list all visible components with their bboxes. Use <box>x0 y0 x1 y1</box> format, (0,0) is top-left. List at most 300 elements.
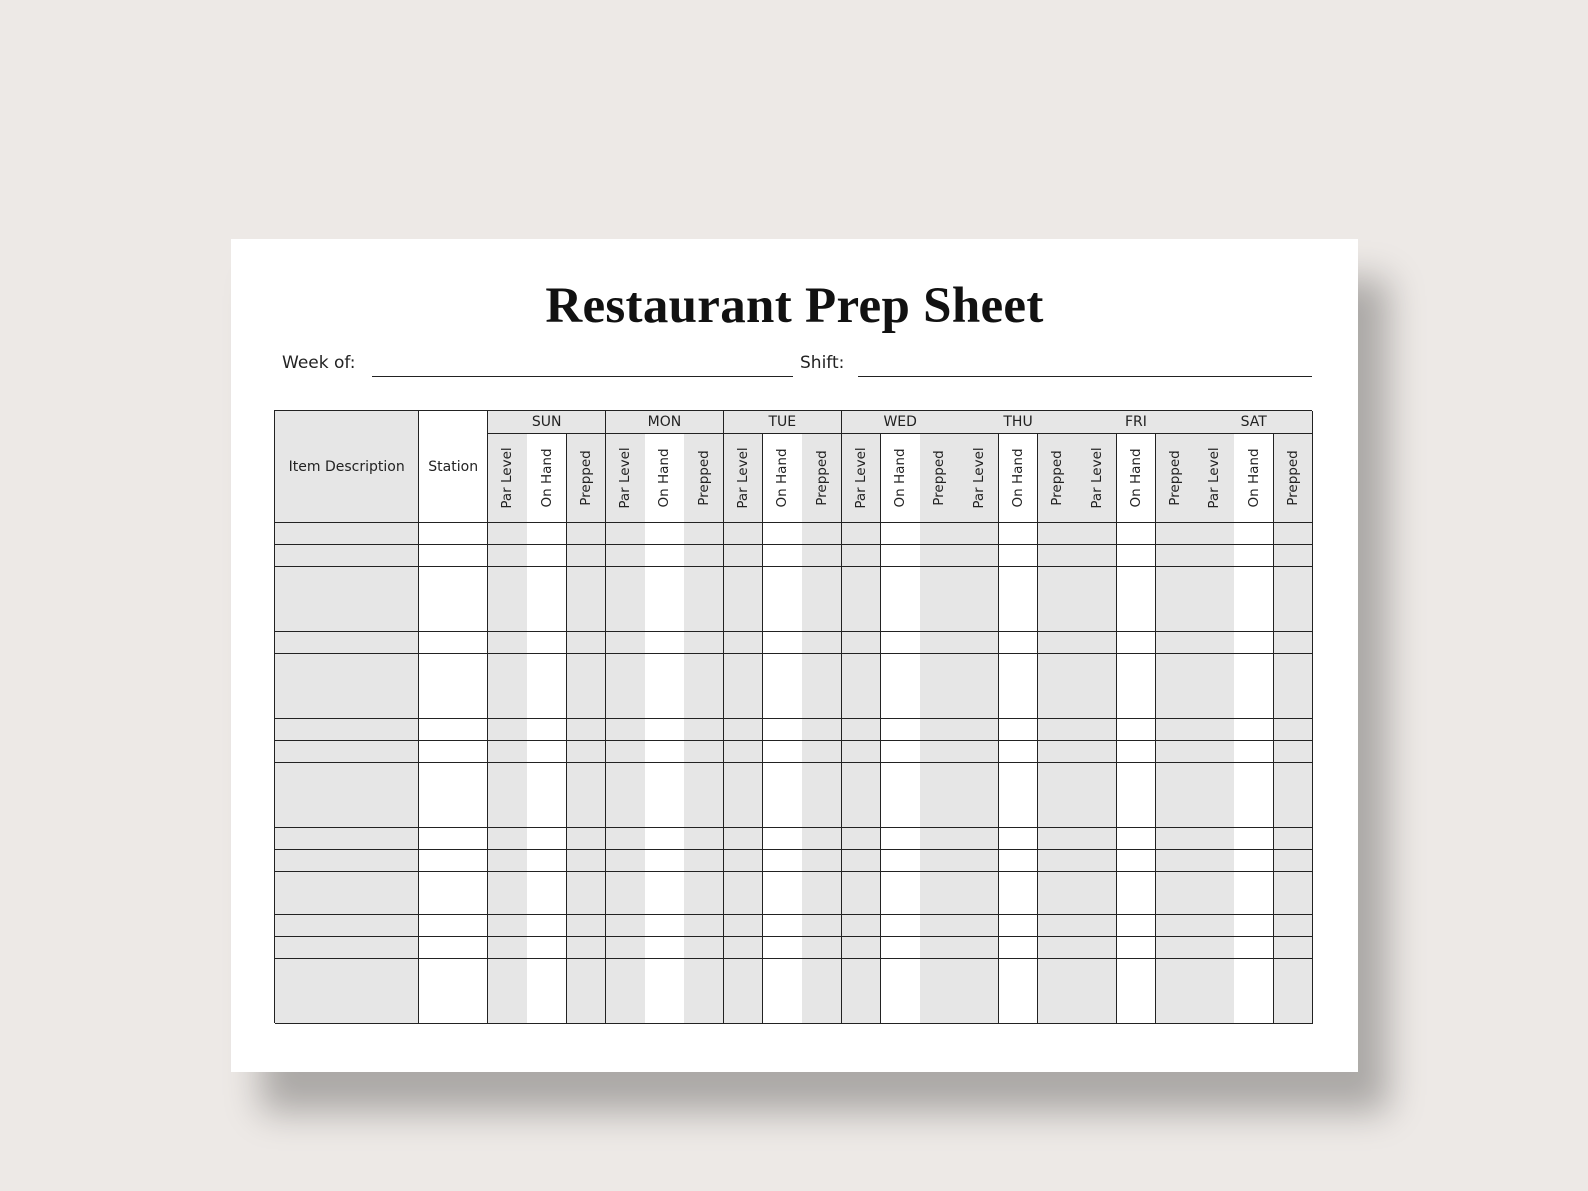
entry-cell[interactable] <box>959 741 999 763</box>
entry-cell[interactable] <box>1038 1002 1078 1024</box>
entry-cell[interactable] <box>842 719 882 741</box>
entry-cell[interactable] <box>1195 806 1235 828</box>
entry-cell[interactable] <box>724 937 764 959</box>
entry-cell[interactable] <box>488 741 528 763</box>
entry-cell[interactable] <box>842 697 882 719</box>
entry-cell[interactable] <box>1156 850 1196 872</box>
entry-cell[interactable] <box>527 980 567 1002</box>
entry-cell[interactable] <box>606 784 646 806</box>
entry-cell[interactable] <box>606 893 646 915</box>
entry-cell[interactable] <box>999 697 1039 719</box>
entry-cell[interactable] <box>920 523 960 545</box>
entry-cell[interactable] <box>684 980 724 1002</box>
entry-cell[interactable] <box>527 828 567 850</box>
entry-cell[interactable] <box>1038 915 1078 937</box>
entry-cell[interactable] <box>1038 828 1078 850</box>
entry-cell[interactable] <box>1038 675 1078 697</box>
entry-cell[interactable] <box>802 654 842 676</box>
entry-cell[interactable] <box>999 567 1039 589</box>
entry-cell[interactable] <box>606 632 646 654</box>
entry-cell[interactable] <box>684 937 724 959</box>
entry-cell[interactable] <box>802 763 842 785</box>
entry-cell[interactable] <box>1274 828 1314 850</box>
entry-cell[interactable] <box>684 741 724 763</box>
entry-cell[interactable] <box>881 675 921 697</box>
entry-cell[interactable] <box>606 959 646 981</box>
entry-cell[interactable] <box>959 588 999 610</box>
entry-cell[interactable] <box>1274 872 1314 894</box>
entry-cell[interactable] <box>1274 784 1314 806</box>
entry-cell[interactable] <box>567 523 607 545</box>
entry-cell[interactable] <box>802 632 842 654</box>
entry-cell[interactable] <box>1077 719 1117 741</box>
entry-cell[interactable] <box>1274 741 1314 763</box>
entry-cell[interactable] <box>920 588 960 610</box>
entry-cell[interactable] <box>1117 828 1157 850</box>
entry-cell[interactable] <box>920 567 960 589</box>
station-cell[interactable] <box>419 567 488 589</box>
entry-cell[interactable] <box>488 697 528 719</box>
entry-cell[interactable] <box>959 959 999 981</box>
entry-cell[interactable] <box>842 937 882 959</box>
entry-cell[interactable] <box>763 719 803 741</box>
entry-cell[interactable] <box>1077 806 1117 828</box>
entry-cell[interactable] <box>488 850 528 872</box>
entry-cell[interactable] <box>763 959 803 981</box>
entry-cell[interactable] <box>488 937 528 959</box>
item-cell[interactable] <box>275 763 419 785</box>
entry-cell[interactable] <box>684 893 724 915</box>
entry-cell[interactable] <box>920 959 960 981</box>
entry-cell[interactable] <box>684 567 724 589</box>
station-cell[interactable] <box>419 784 488 806</box>
entry-cell[interactable] <box>724 806 764 828</box>
entry-cell[interactable] <box>881 632 921 654</box>
entry-cell[interactable] <box>920 675 960 697</box>
station-cell[interactable] <box>419 654 488 676</box>
entry-cell[interactable] <box>1038 632 1078 654</box>
entry-cell[interactable] <box>763 850 803 872</box>
entry-cell[interactable] <box>763 632 803 654</box>
entry-cell[interactable] <box>763 872 803 894</box>
entry-cell[interactable] <box>881 937 921 959</box>
entry-cell[interactable] <box>527 719 567 741</box>
entry-cell[interactable] <box>606 741 646 763</box>
entry-cell[interactable] <box>763 523 803 545</box>
entry-cell[interactable] <box>1274 763 1314 785</box>
entry-cell[interactable] <box>959 915 999 937</box>
entry-cell[interactable] <box>1234 610 1274 632</box>
entry-cell[interactable] <box>1038 893 1078 915</box>
entry-cell[interactable] <box>1077 980 1117 1002</box>
entry-cell[interactable] <box>763 784 803 806</box>
entry-cell[interactable] <box>1195 697 1235 719</box>
entry-cell[interactable] <box>567 719 607 741</box>
entry-cell[interactable] <box>1195 588 1235 610</box>
entry-cell[interactable] <box>724 850 764 872</box>
entry-cell[interactable] <box>1234 1002 1274 1024</box>
entry-cell[interactable] <box>881 654 921 676</box>
entry-cell[interactable] <box>724 959 764 981</box>
entry-cell[interactable] <box>763 893 803 915</box>
entry-cell[interactable] <box>684 872 724 894</box>
entry-cell[interactable] <box>842 741 882 763</box>
entry-cell[interactable] <box>1156 697 1196 719</box>
entry-cell[interactable] <box>1077 588 1117 610</box>
entry-cell[interactable] <box>1195 741 1235 763</box>
station-cell[interactable] <box>419 741 488 763</box>
entry-cell[interactable] <box>842 545 882 567</box>
entry-cell[interactable] <box>802 893 842 915</box>
entry-cell[interactable] <box>802 719 842 741</box>
entry-cell[interactable] <box>959 719 999 741</box>
entry-cell[interactable] <box>724 784 764 806</box>
entry-cell[interactable] <box>724 697 764 719</box>
entry-cell[interactable] <box>920 763 960 785</box>
entry-cell[interactable] <box>606 980 646 1002</box>
entry-cell[interactable] <box>1156 588 1196 610</box>
station-cell[interactable] <box>419 980 488 1002</box>
entry-cell[interactable] <box>1156 893 1196 915</box>
entry-cell[interactable] <box>881 850 921 872</box>
entry-cell[interactable] <box>1234 719 1274 741</box>
station-cell[interactable] <box>419 697 488 719</box>
entry-cell[interactable] <box>1038 980 1078 1002</box>
entry-cell[interactable] <box>1274 523 1314 545</box>
entry-cell[interactable] <box>606 567 646 589</box>
entry-cell[interactable] <box>606 523 646 545</box>
entry-cell[interactable] <box>527 545 567 567</box>
entry-cell[interactable] <box>959 980 999 1002</box>
entry-cell[interactable] <box>802 610 842 632</box>
entry-cell[interactable] <box>567 588 607 610</box>
entry-cell[interactable] <box>488 806 528 828</box>
entry-cell[interactable] <box>1195 828 1235 850</box>
entry-cell[interactable] <box>724 872 764 894</box>
entry-cell[interactable] <box>606 719 646 741</box>
entry-cell[interactable] <box>999 872 1039 894</box>
entry-cell[interactable] <box>724 763 764 785</box>
entry-cell[interactable] <box>1038 719 1078 741</box>
entry-cell[interactable] <box>488 980 528 1002</box>
entry-cell[interactable] <box>802 784 842 806</box>
entry-cell[interactable] <box>724 523 764 545</box>
entry-cell[interactable] <box>763 610 803 632</box>
entry-cell[interactable] <box>1195 893 1235 915</box>
entry-cell[interactable] <box>763 588 803 610</box>
entry-cell[interactable] <box>920 937 960 959</box>
entry-cell[interactable] <box>606 610 646 632</box>
entry-cell[interactable] <box>488 523 528 545</box>
entry-cell[interactable] <box>488 959 528 981</box>
entry-cell[interactable] <box>645 545 685 567</box>
entry-cell[interactable] <box>488 893 528 915</box>
item-cell[interactable] <box>275 937 419 959</box>
entry-cell[interactable] <box>999 610 1039 632</box>
entry-cell[interactable] <box>1038 937 1078 959</box>
entry-cell[interactable] <box>881 588 921 610</box>
entry-cell[interactable] <box>920 872 960 894</box>
entry-cell[interactable] <box>684 588 724 610</box>
entry-cell[interactable] <box>763 545 803 567</box>
entry-cell[interactable] <box>684 959 724 981</box>
entry-cell[interactable] <box>959 872 999 894</box>
entry-cell[interactable] <box>527 872 567 894</box>
entry-cell[interactable] <box>1234 806 1274 828</box>
entry-cell[interactable] <box>1038 654 1078 676</box>
entry-cell[interactable] <box>959 828 999 850</box>
item-cell[interactable] <box>275 784 419 806</box>
entry-cell[interactable] <box>645 850 685 872</box>
entry-cell[interactable] <box>842 806 882 828</box>
entry-cell[interactable] <box>842 784 882 806</box>
entry-cell[interactable] <box>1195 654 1235 676</box>
entry-cell[interactable] <box>881 980 921 1002</box>
entry-cell[interactable] <box>724 828 764 850</box>
entry-cell[interactable] <box>1117 610 1157 632</box>
entry-cell[interactable] <box>1038 850 1078 872</box>
item-cell[interactable] <box>275 872 419 894</box>
entry-cell[interactable] <box>488 828 528 850</box>
entry-cell[interactable] <box>842 654 882 676</box>
entry-cell[interactable] <box>920 828 960 850</box>
entry-cell[interactable] <box>1234 959 1274 981</box>
entry-cell[interactable] <box>959 523 999 545</box>
entry-cell[interactable] <box>920 632 960 654</box>
entry-cell[interactable] <box>999 523 1039 545</box>
entry-cell[interactable] <box>999 806 1039 828</box>
entry-cell[interactable] <box>763 828 803 850</box>
entry-cell[interactable] <box>1274 980 1314 1002</box>
entry-cell[interactable] <box>1117 697 1157 719</box>
station-cell[interactable] <box>419 850 488 872</box>
station-cell[interactable] <box>419 588 488 610</box>
entry-cell[interactable] <box>999 850 1039 872</box>
entry-cell[interactable] <box>1274 719 1314 741</box>
entry-cell[interactable] <box>645 806 685 828</box>
entry-cell[interactable] <box>1156 828 1196 850</box>
entry-cell[interactable] <box>645 697 685 719</box>
entry-cell[interactable] <box>1117 872 1157 894</box>
entry-cell[interactable] <box>842 610 882 632</box>
entry-cell[interactable] <box>645 959 685 981</box>
entry-cell[interactable] <box>842 763 882 785</box>
entry-cell[interactable] <box>959 545 999 567</box>
entry-cell[interactable] <box>1195 523 1235 545</box>
entry-cell[interactable] <box>999 632 1039 654</box>
entry-cell[interactable] <box>1156 610 1196 632</box>
entry-cell[interactable] <box>606 872 646 894</box>
entry-cell[interactable] <box>959 610 999 632</box>
entry-cell[interactable] <box>1156 545 1196 567</box>
entry-cell[interactable] <box>684 763 724 785</box>
entry-cell[interactable] <box>527 523 567 545</box>
station-cell[interactable] <box>419 675 488 697</box>
entry-cell[interactable] <box>802 872 842 894</box>
entry-cell[interactable] <box>724 545 764 567</box>
entry-cell[interactable] <box>1156 719 1196 741</box>
entry-cell[interactable] <box>567 872 607 894</box>
entry-cell[interactable] <box>606 697 646 719</box>
entry-cell[interactable] <box>802 937 842 959</box>
item-cell[interactable] <box>275 654 419 676</box>
entry-cell[interactable] <box>842 567 882 589</box>
entry-cell[interactable] <box>527 959 567 981</box>
entry-cell[interactable] <box>606 654 646 676</box>
entry-cell[interactable] <box>920 893 960 915</box>
entry-cell[interactable] <box>488 588 528 610</box>
week-of-field[interactable] <box>372 376 793 377</box>
entry-cell[interactable] <box>645 632 685 654</box>
entry-cell[interactable] <box>763 937 803 959</box>
entry-cell[interactable] <box>802 915 842 937</box>
item-cell[interactable] <box>275 545 419 567</box>
entry-cell[interactable] <box>1274 697 1314 719</box>
item-cell[interactable] <box>275 806 419 828</box>
entry-cell[interactable] <box>842 980 882 1002</box>
entry-cell[interactable] <box>1156 632 1196 654</box>
entry-cell[interactable] <box>1156 784 1196 806</box>
entry-cell[interactable] <box>920 697 960 719</box>
item-cell[interactable] <box>275 893 419 915</box>
entry-cell[interactable] <box>567 763 607 785</box>
entry-cell[interactable] <box>959 567 999 589</box>
entry-cell[interactable] <box>999 675 1039 697</box>
entry-cell[interactable] <box>527 675 567 697</box>
entry-cell[interactable] <box>527 806 567 828</box>
station-cell[interactable] <box>419 959 488 981</box>
entry-cell[interactable] <box>763 1002 803 1024</box>
entry-cell[interactable] <box>488 915 528 937</box>
entry-cell[interactable] <box>1234 632 1274 654</box>
entry-cell[interactable] <box>1077 567 1117 589</box>
entry-cell[interactable] <box>1274 850 1314 872</box>
entry-cell[interactable] <box>606 806 646 828</box>
entry-cell[interactable] <box>763 675 803 697</box>
entry-cell[interactable] <box>763 915 803 937</box>
entry-cell[interactable] <box>567 784 607 806</box>
entry-cell[interactable] <box>1156 806 1196 828</box>
item-cell[interactable] <box>275 741 419 763</box>
entry-cell[interactable] <box>1117 1002 1157 1024</box>
station-cell[interactable] <box>419 632 488 654</box>
entry-cell[interactable] <box>842 872 882 894</box>
entry-cell[interactable] <box>881 697 921 719</box>
entry-cell[interactable] <box>881 893 921 915</box>
entry-cell[interactable] <box>1234 915 1274 937</box>
entry-cell[interactable] <box>645 980 685 1002</box>
entry-cell[interactable] <box>1195 915 1235 937</box>
entry-cell[interactable] <box>1234 567 1274 589</box>
entry-cell[interactable] <box>959 1002 999 1024</box>
entry-cell[interactable] <box>645 654 685 676</box>
entry-cell[interactable] <box>488 763 528 785</box>
entry-cell[interactable] <box>606 1002 646 1024</box>
entry-cell[interactable] <box>684 654 724 676</box>
entry-cell[interactable] <box>1077 741 1117 763</box>
entry-cell[interactable] <box>842 893 882 915</box>
entry-cell[interactable] <box>684 806 724 828</box>
entry-cell[interactable] <box>684 523 724 545</box>
entry-cell[interactable] <box>567 741 607 763</box>
entry-cell[interactable] <box>527 588 567 610</box>
entry-cell[interactable] <box>1234 523 1274 545</box>
entry-cell[interactable] <box>1077 632 1117 654</box>
entry-cell[interactable] <box>802 588 842 610</box>
entry-cell[interactable] <box>1274 654 1314 676</box>
entry-cell[interactable] <box>1077 915 1117 937</box>
entry-cell[interactable] <box>1156 1002 1196 1024</box>
entry-cell[interactable] <box>567 980 607 1002</box>
item-cell[interactable] <box>275 697 419 719</box>
item-cell[interactable] <box>275 523 419 545</box>
entry-cell[interactable] <box>567 610 607 632</box>
entry-cell[interactable] <box>488 632 528 654</box>
entry-cell[interactable] <box>527 915 567 937</box>
entry-cell[interactable] <box>645 784 685 806</box>
entry-cell[interactable] <box>1117 959 1157 981</box>
entry-cell[interactable] <box>1077 545 1117 567</box>
entry-cell[interactable] <box>763 654 803 676</box>
station-cell[interactable] <box>419 763 488 785</box>
entry-cell[interactable] <box>920 980 960 1002</box>
item-cell[interactable] <box>275 567 419 589</box>
entry-cell[interactable] <box>1077 523 1117 545</box>
entry-cell[interactable] <box>1038 567 1078 589</box>
entry-cell[interactable] <box>684 828 724 850</box>
entry-cell[interactable] <box>1077 872 1117 894</box>
entry-cell[interactable] <box>1234 588 1274 610</box>
entry-cell[interactable] <box>1117 675 1157 697</box>
item-cell[interactable] <box>275 828 419 850</box>
station-cell[interactable] <box>419 806 488 828</box>
entry-cell[interactable] <box>488 1002 528 1024</box>
entry-cell[interactable] <box>881 741 921 763</box>
entry-cell[interactable] <box>1234 675 1274 697</box>
entry-cell[interactable] <box>1234 893 1274 915</box>
entry-cell[interactable] <box>645 872 685 894</box>
entry-cell[interactable] <box>527 654 567 676</box>
entry-cell[interactable] <box>842 675 882 697</box>
entry-cell[interactable] <box>645 719 685 741</box>
entry-cell[interactable] <box>645 741 685 763</box>
entry-cell[interactable] <box>999 654 1039 676</box>
entry-cell[interactable] <box>567 567 607 589</box>
entry-cell[interactable] <box>527 741 567 763</box>
entry-cell[interactable] <box>842 632 882 654</box>
entry-cell[interactable] <box>645 937 685 959</box>
entry-cell[interactable] <box>606 937 646 959</box>
entry-cell[interactable] <box>606 545 646 567</box>
entry-cell[interactable] <box>1195 872 1235 894</box>
entry-cell[interactable] <box>488 784 528 806</box>
entry-cell[interactable] <box>1077 828 1117 850</box>
station-cell[interactable] <box>419 915 488 937</box>
entry-cell[interactable] <box>959 937 999 959</box>
entry-cell[interactable] <box>1077 654 1117 676</box>
entry-cell[interactable] <box>1077 1002 1117 1024</box>
entry-cell[interactable] <box>959 632 999 654</box>
entry-cell[interactable] <box>527 1002 567 1024</box>
entry-cell[interactable] <box>999 545 1039 567</box>
entry-cell[interactable] <box>959 763 999 785</box>
entry-cell[interactable] <box>527 850 567 872</box>
entry-cell[interactable] <box>488 872 528 894</box>
entry-cell[interactable] <box>959 654 999 676</box>
station-cell[interactable] <box>419 545 488 567</box>
entry-cell[interactable] <box>1195 719 1235 741</box>
entry-cell[interactable] <box>645 915 685 937</box>
